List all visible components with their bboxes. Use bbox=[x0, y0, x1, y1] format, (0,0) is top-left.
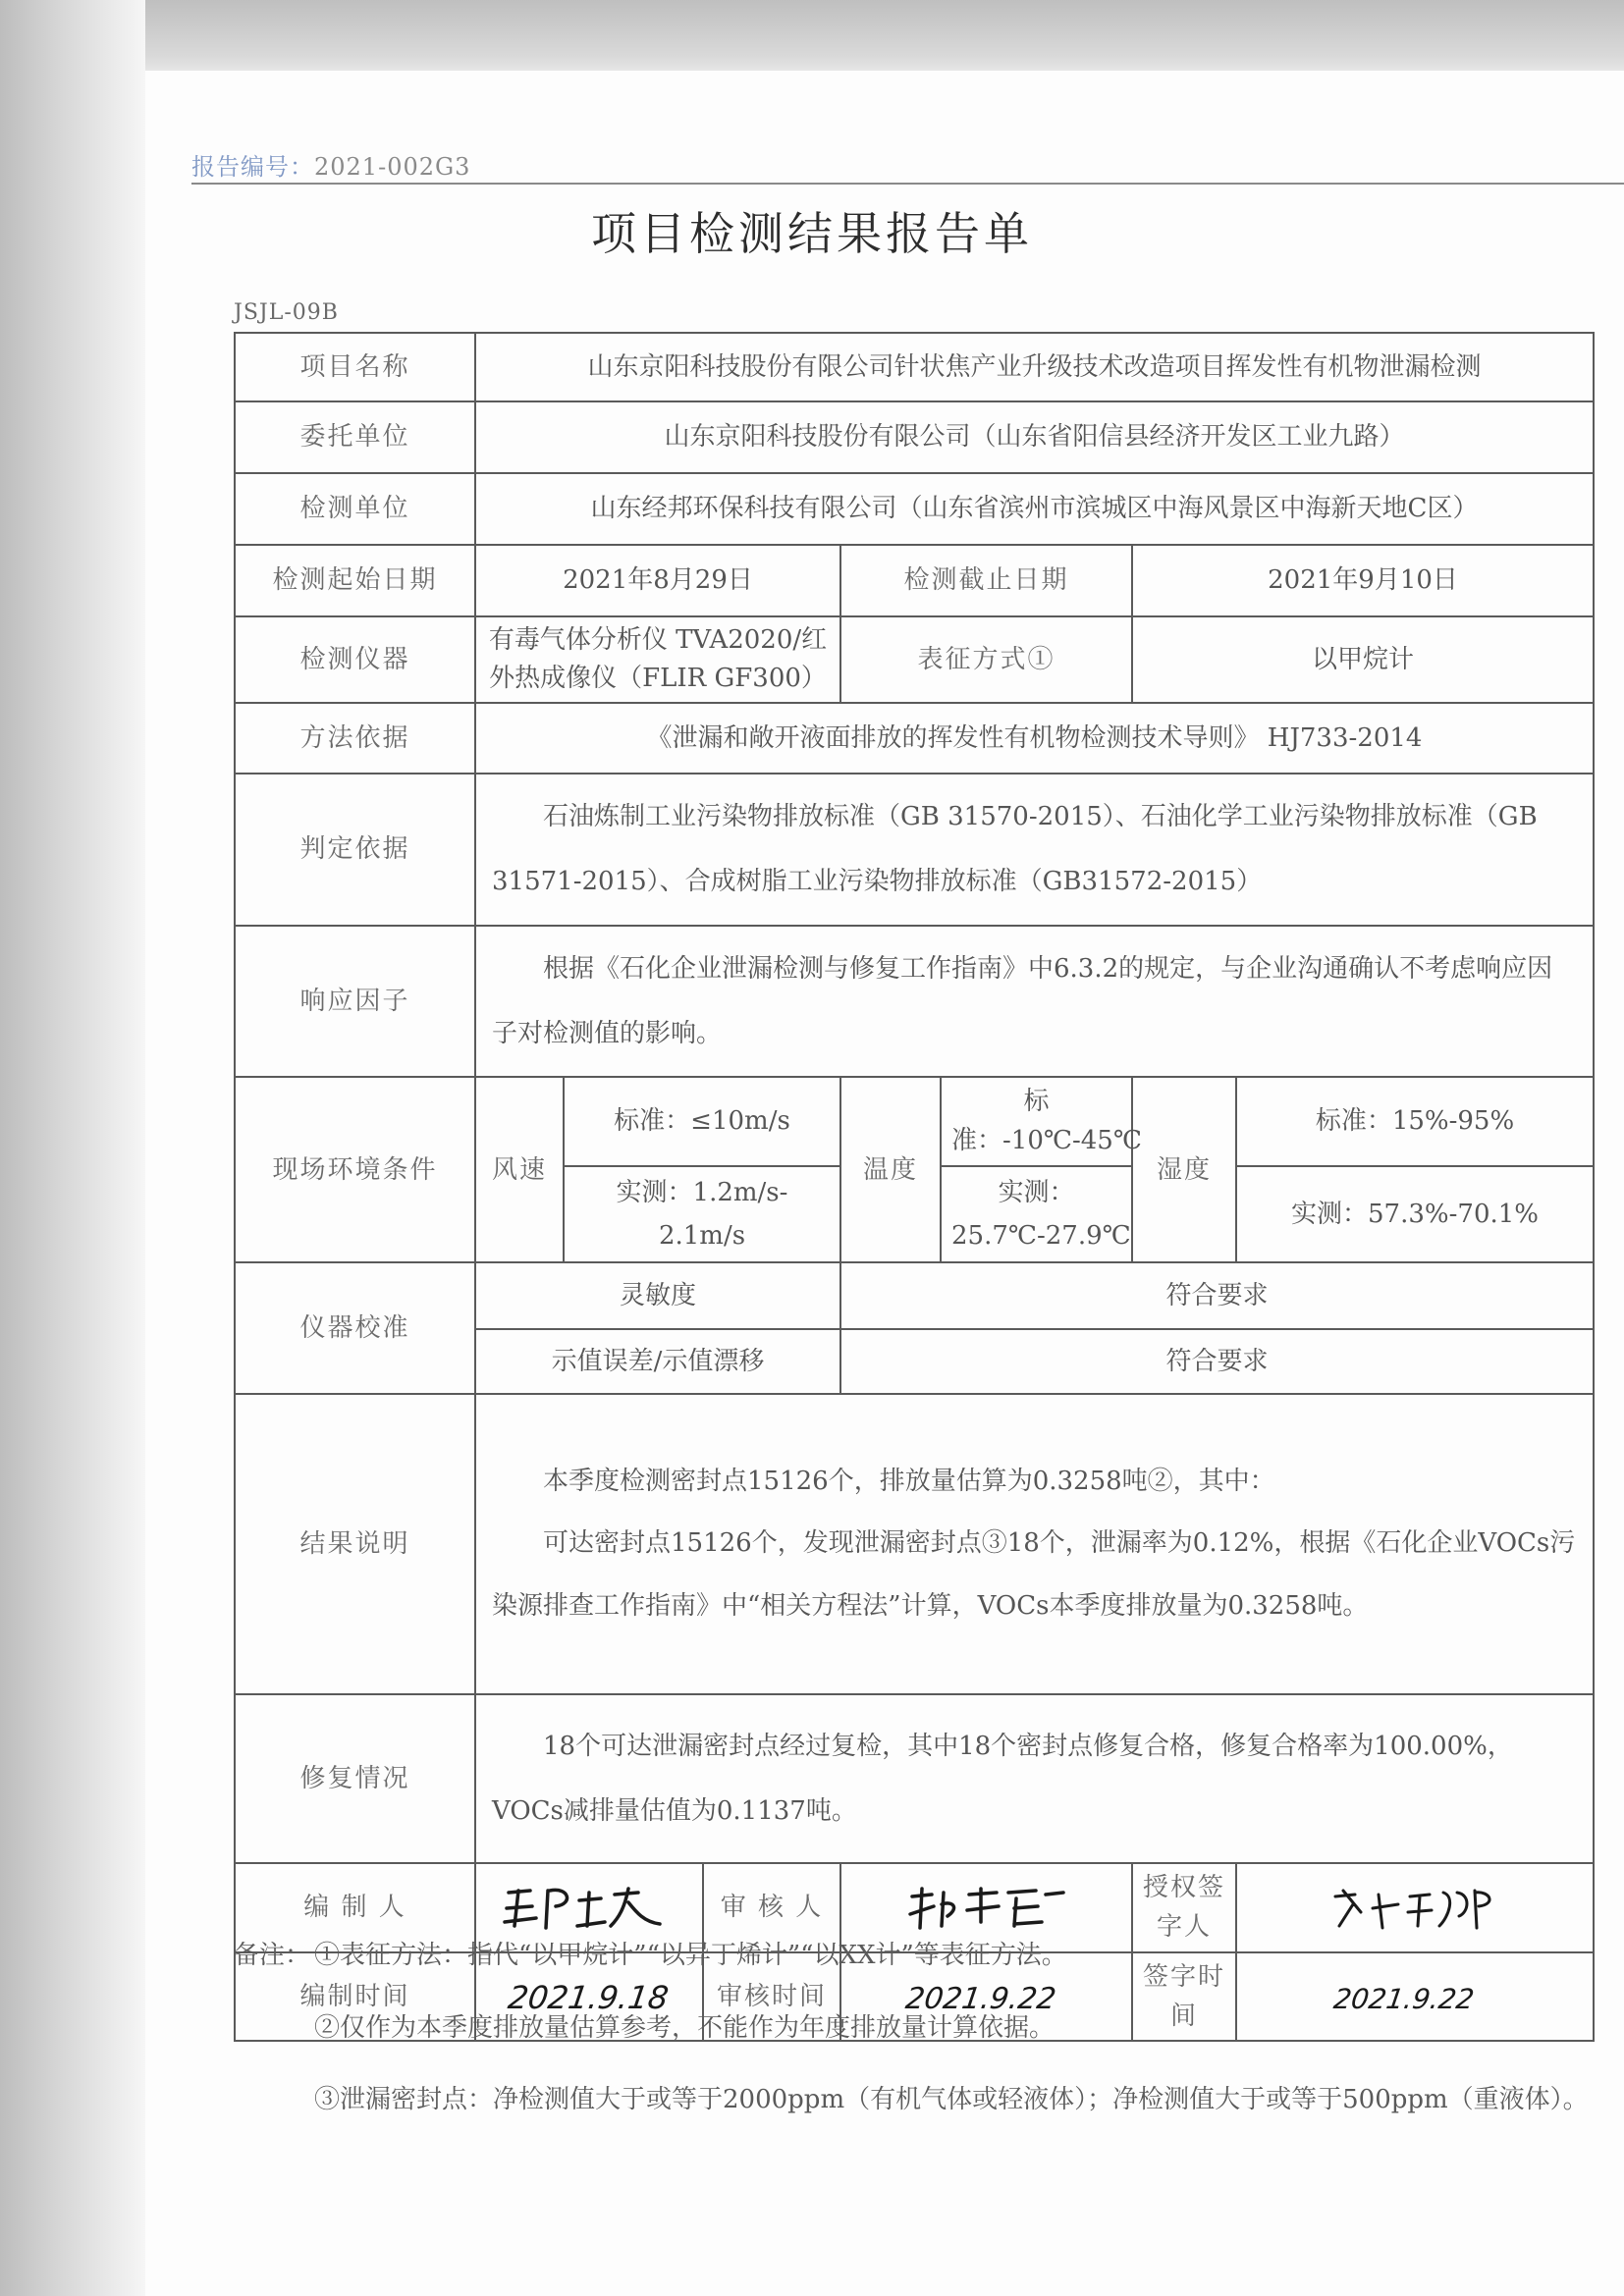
sign-time-label: 签字时间 bbox=[1132, 1952, 1236, 2042]
compiler-label: 编 制 人 bbox=[235, 1863, 475, 1952]
humid-standard: 标准：15%-95% bbox=[1236, 1077, 1594, 1166]
repair-label: 修复情况 bbox=[235, 1694, 475, 1863]
note-2 bbox=[234, 2008, 1608, 2050]
notes-label: 备注： bbox=[234, 1941, 311, 1970]
sensitivity-value: 符合要求 bbox=[840, 1262, 1594, 1329]
sensitivity-label: 灵敏度 bbox=[475, 1262, 840, 1329]
wind-standard: 标准：≤10m/s bbox=[564, 1077, 840, 1166]
review-time-text: 2021.9.22 bbox=[902, 1982, 1058, 2017]
row-project-name bbox=[235, 333, 1594, 401]
tester-value: 山东经邦环保科技有限公司（山东省滨州市滨城区中海风景区中海新天地C区） bbox=[475, 473, 1594, 545]
client-value: 山东京阳科技股份有限公司（山东省阳信县经济开发区工业九路） bbox=[475, 401, 1594, 473]
project-name-value: 山东京阳科技股份有限公司针状焦产业升级技术改造项目挥发性有机物泄漏检测 bbox=[475, 333, 1594, 401]
criteria-value bbox=[475, 774, 1594, 926]
end-date-label: 检测截止日期 bbox=[840, 545, 1132, 616]
error-label: 示值误差/示值漂移 bbox=[475, 1329, 840, 1394]
row-criteria bbox=[235, 774, 1594, 926]
wind-label: 风速 bbox=[475, 1077, 564, 1262]
characterization-value: 以甲烷计 bbox=[1132, 616, 1594, 703]
report-table bbox=[234, 332, 1595, 2042]
result-label: 结果说明 bbox=[235, 1394, 475, 1694]
temp-label: 温度 bbox=[840, 1077, 941, 1262]
row-response bbox=[235, 926, 1594, 1078]
instrument-value: 有毒气体分析仪 TVA2020/红外热成像仪（FLIR GF300） bbox=[475, 616, 840, 703]
response-value bbox=[475, 926, 1594, 1078]
authorizer-label: 授权签字人 bbox=[1132, 1863, 1236, 1952]
row-result bbox=[235, 1394, 1594, 1694]
note-3-text: ③泄漏密封点：净检测值大于或等于2000ppm（有机气体或轻液体）；净检测值大于或等于500ppm（重液体）。 bbox=[314, 2085, 1589, 2115]
report-number-label: 报告编号： bbox=[191, 153, 314, 181]
handwritten-signature-icon bbox=[1322, 1883, 1508, 1932]
row-tester bbox=[235, 473, 1594, 545]
handwritten-signature-icon bbox=[898, 1883, 1075, 1932]
form-code: JSJL-09B bbox=[234, 300, 339, 325]
report-number-value: 2021-002G3 bbox=[314, 153, 471, 181]
row-repair bbox=[235, 1694, 1594, 1863]
criteria-text: 石油炼制工业污染物排放标准（GB 31570-2015）、石油化学工业污染物排放标准（GB 31571-2015）、合成树脂工业污染物排放标准（GB31572-2015） bbox=[492, 802, 1538, 897]
row-client bbox=[235, 401, 1594, 473]
note-3 bbox=[234, 2080, 1608, 2121]
row-calib-sensitivity bbox=[235, 1262, 1594, 1329]
humid-label: 湿度 bbox=[1132, 1077, 1236, 1262]
client-label: 委托单位 bbox=[235, 401, 475, 473]
temp-actual: 实测：25.7℃-27.9℃ bbox=[941, 1166, 1132, 1262]
reviewer-label: 审 核 人 bbox=[703, 1863, 840, 1952]
result-value bbox=[475, 1394, 1594, 1694]
compile-time-label: 编制时间 bbox=[235, 1952, 475, 2042]
criteria-label: 判定依据 bbox=[235, 774, 475, 926]
repair-text: 18个可达泄漏密封点经过复检，其中18个密封点修复合格，修复合格率为100.00%，VOCs减排量估值为0.1137吨。 bbox=[492, 1731, 1513, 1827]
scan-shadow-left bbox=[0, 0, 145, 2296]
tester-label: 检测单位 bbox=[235, 473, 475, 545]
calib-label: 仪器校准 bbox=[235, 1262, 475, 1394]
method-value: 《泄漏和敞开液面排放的挥发性有机物检测技术导则》 HJ733-2014 bbox=[475, 703, 1594, 774]
header-rule bbox=[191, 183, 1624, 185]
document-title: 项目检测结果报告单 bbox=[591, 207, 1033, 260]
row-env-standard bbox=[235, 1077, 1594, 1166]
method-label: 方法依据 bbox=[235, 703, 475, 774]
characterization-label: 表征方式① bbox=[840, 616, 1132, 703]
handwritten-signature-icon bbox=[491, 1883, 687, 1932]
notes bbox=[234, 1936, 1608, 2153]
repair-value bbox=[475, 1694, 1594, 1863]
row-dates bbox=[235, 545, 1594, 616]
response-text: 根据《石化企业泄漏检测与修复工作指南》中6.3.2的规定，与企业沟通确认不考虑响应因子对检测值的影响。 bbox=[492, 953, 1553, 1048]
error-value: 符合要求 bbox=[840, 1329, 1594, 1394]
start-date-label: 检测起始日期 bbox=[235, 545, 475, 616]
note-1 bbox=[234, 1936, 1608, 1977]
env-label: 现场环境条件 bbox=[235, 1077, 475, 1262]
wind-actual: 实测：1.2m/s-2.1m/s bbox=[564, 1166, 840, 1262]
humid-actual: 实测：57.3%-70.1% bbox=[1236, 1166, 1594, 1262]
instrument-label: 检测仪器 bbox=[235, 616, 475, 703]
sign-time-text: 2021.9.22 bbox=[1331, 1983, 1477, 2016]
note-2-text: ②仅作为本季度排放量估算参考，不能作为年度排放量计算依据。 bbox=[314, 2012, 1056, 2043]
report-number bbox=[191, 147, 470, 182]
project-name-label: 项目名称 bbox=[235, 333, 475, 401]
end-date-value: 2021年9月10日 bbox=[1132, 545, 1594, 616]
scan-shadow-top bbox=[0, 0, 1624, 71]
response-label: 响应因子 bbox=[235, 926, 475, 1078]
result-paragraph-2: 可达密封点15126个，发现泄漏密封点③18个，泄漏率为0.12%，根据《石化企业VOCs污染源排查工作指南》中“相关方程法”计算，VOCs本季度排放量为0.3258吨。 bbox=[492, 1528, 1576, 1621]
start-date-value: 2021年8月29日 bbox=[475, 545, 840, 616]
result-paragraph-1: 本季度检测密封点15126个，排放量估算为0.3258吨②，其中： bbox=[543, 1466, 1275, 1496]
review-time-label: 审核时间 bbox=[703, 1952, 840, 2042]
compile-time-text: 2021.9.18 bbox=[506, 1979, 672, 2017]
temp-standard: 标准：-10℃-45℃ bbox=[941, 1077, 1132, 1166]
row-instrument bbox=[235, 616, 1594, 703]
note-1-text: ①表征方法：指代“以甲烷计”“以异丁烯计”“以XX计”等表征方法。 bbox=[314, 1941, 1067, 1970]
row-method bbox=[235, 703, 1594, 774]
